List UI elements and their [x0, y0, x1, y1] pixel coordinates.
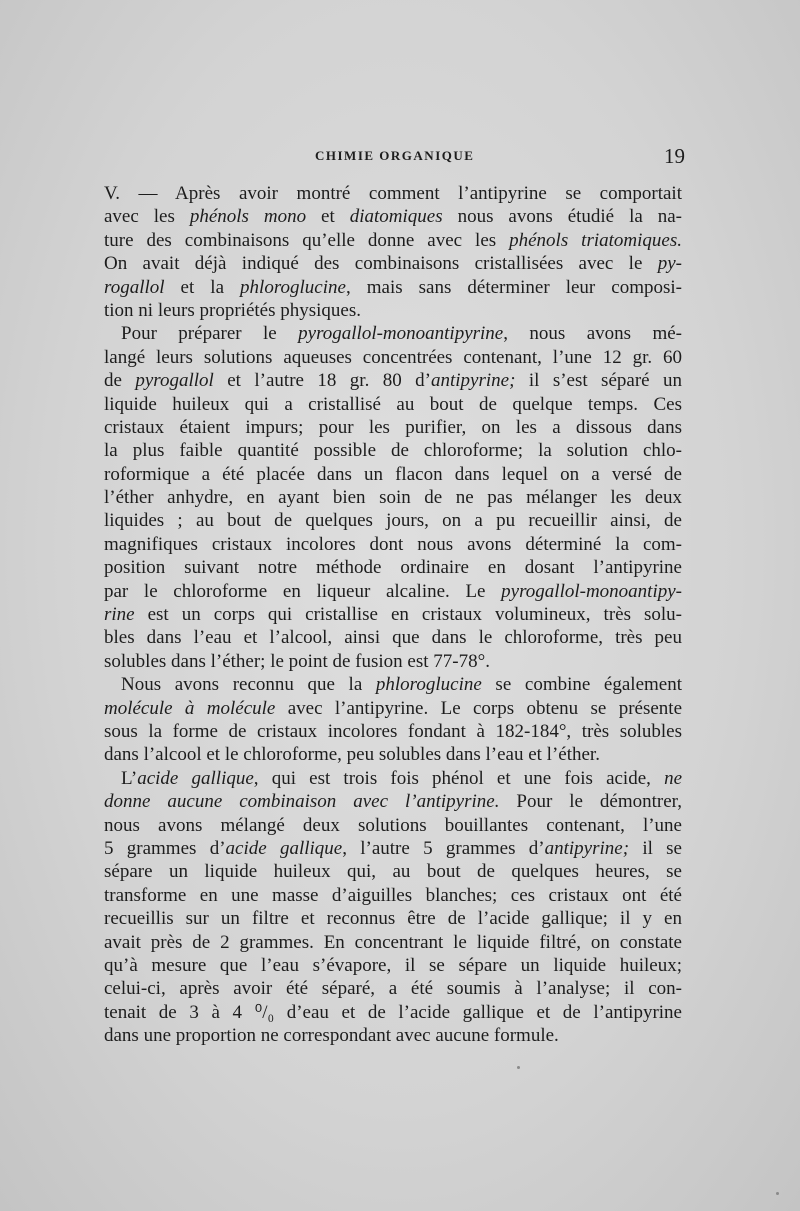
- paper-speck: [517, 1066, 520, 1069]
- text-run: nous avons mélangé deux solutions bouillantes contenant, l’une: [104, 814, 682, 836]
- text-run: avec l’antipyrine. Le corps obtenu se présente: [275, 697, 683, 719]
- text-run: , qui est trois fois phénol et une fois acide,: [253, 767, 665, 789]
- text-line: [104, 790, 682, 813]
- italic-run: acide gallique: [137, 767, 254, 789]
- paragraph: [104, 322, 682, 673]
- text-run: celui-ci, après avoir été séparé, a été soumis à l’analyse; il con-: [104, 978, 682, 1000]
- text-run: recueillis sur un filtre et reconnus être de l’acide gallique; il y en: [104, 908, 682, 930]
- text-run: solubles dans l’éther; le point de fusion est 77-78°.: [104, 650, 490, 672]
- text-run: sépare un liquide huileux qui, au bout de quelques heures, se: [104, 861, 682, 883]
- text-run: dans une proportion ne correspondant avec aucune formule.: [104, 1025, 559, 1047]
- text-run: et l’autre 18 gr. 80 d’: [213, 370, 431, 392]
- text-line: [104, 439, 682, 462]
- italic-run: ne: [664, 767, 682, 789]
- text-line: [104, 814, 682, 837]
- text-run: l’éther anhydre, en ayant bien soin de ne pas mélanger les deux: [104, 487, 682, 509]
- text-run: , mais sans déterminer leur composi-: [345, 276, 682, 298]
- text-line: [104, 252, 682, 275]
- text-line: [104, 977, 682, 1000]
- italic-run: diatomiques: [349, 206, 443, 228]
- text-line: [104, 416, 682, 439]
- text-run: cristaux étaient impurs; pour les purifier, on les a dissous dans: [104, 416, 682, 438]
- body-text: [104, 182, 682, 1047]
- text-line: [104, 767, 682, 790]
- text-run: la plus faible quantité possible de chloroforme; la solution chlo-: [104, 440, 682, 462]
- text-line: [104, 954, 682, 977]
- text-line: [104, 673, 682, 696]
- italic-run: molécule à molécule: [104, 697, 276, 719]
- italic-run: acide gallique: [225, 837, 343, 859]
- text-run: ture des combinaisons qu’elle donne avec les: [104, 229, 510, 251]
- text-run: nous avons étudié la na-: [442, 206, 682, 228]
- text-run: avec les: [104, 206, 190, 228]
- text-line: [104, 486, 682, 509]
- text-run: Pour préparer le: [121, 323, 299, 345]
- text-run: dans l’alcool et le chloroforme, peu solubles dans l’eau et l’éther.: [104, 744, 600, 766]
- italic-run: phénols mono: [189, 206, 307, 228]
- text-run: Nous avons reconnu que la: [121, 674, 376, 696]
- text-run: bles dans l’eau et l’alcool, ainsi que dans le chloroforme, très peu: [104, 627, 682, 649]
- text-line: [104, 322, 682, 345]
- italic-run: rine: [104, 604, 135, 626]
- text-run: , nous avons mé-: [503, 323, 683, 345]
- text-line: [104, 229, 682, 252]
- text-line: [104, 1001, 682, 1024]
- text-line: [104, 509, 682, 532]
- text-run: tion ni leurs propriétés physiques.: [104, 299, 361, 321]
- text-run: langé leurs solutions aqueuses concentrées contenant, l’une 12 gr. 60: [104, 346, 682, 368]
- italic-run: pyrogallol-monoantipyrine: [298, 323, 504, 345]
- running-head: [100, 144, 685, 174]
- paragraph: [104, 767, 682, 1048]
- text-line: [104, 580, 682, 603]
- text-line: [104, 463, 682, 486]
- running-title: CHIMIE ORGANIQUE: [315, 148, 475, 163]
- italic-run: phloroglucine: [375, 674, 482, 696]
- text-run: liquide huileux qui a cristallisé au bout de quelque temps. Ces: [104, 393, 682, 415]
- italic-run: antipyrine;: [430, 370, 516, 392]
- text-line: [104, 182, 682, 205]
- text-run: magnifiques cristaux incolores dont nous avons déterminé la com-: [104, 533, 682, 555]
- text-run: roformique a été placée dans un flacon dans lequel on a versé de: [104, 463, 682, 485]
- text-line: [104, 720, 682, 743]
- text-line: [104, 533, 682, 556]
- paper-speck: [776, 1192, 779, 1195]
- text-line: [104, 907, 682, 930]
- italic-run: py-: [657, 253, 682, 275]
- text-line: [104, 393, 682, 416]
- paragraph: [104, 673, 682, 767]
- text-run: il s’est séparé un: [515, 370, 682, 392]
- text-line: [104, 626, 682, 649]
- italic-run: donne aucune combinaison avec l’antipyrine.: [104, 791, 500, 813]
- text-line: [104, 299, 682, 322]
- text-run: et la: [164, 276, 241, 298]
- italic-run: pyrogallol: [135, 370, 214, 392]
- italic-run: phénols triatomiques.: [509, 229, 682, 251]
- text-run: de: [104, 370, 136, 392]
- text-line: [104, 556, 682, 579]
- text-run: transforme en une masse d’aiguilles blanches; ces cristaux ont été: [104, 884, 682, 906]
- text-run: V. — Après avoir montré comment l’antipyrine se comportait: [104, 183, 682, 204]
- text-line: [104, 743, 682, 766]
- text-line: [104, 860, 682, 883]
- text-run: sous la forme de cristaux incolores fondant à 182-184°, très solubles: [104, 720, 682, 742]
- text-line: [104, 276, 682, 299]
- text-line: [104, 603, 682, 626]
- text-run: qu’à mesure que l’eau s’évapore, il se sépare un liquide huileux;: [104, 954, 682, 976]
- text-line: [104, 884, 682, 907]
- italic-run: phloroglucine: [240, 276, 346, 298]
- text-run: par le chloroforme en liqueur alcaline. Le: [104, 580, 502, 602]
- text-line: [104, 650, 682, 673]
- text-run: Pour le démontrer,: [499, 791, 682, 813]
- text-run: tenait de 3 à 4 ⁰/₀ d’eau et de l’acide gallique et de l’antipyrine: [104, 1001, 682, 1023]
- text-line: [104, 837, 682, 860]
- text-line: [104, 697, 682, 720]
- text-run: , l’autre 5 grammes d’: [342, 837, 545, 859]
- page-number: 19: [664, 144, 685, 168]
- text-run: avait près de 2 grammes. En concentrant le liquide filtré, on constate: [104, 931, 682, 953]
- text-line: [104, 1024, 682, 1047]
- italic-run: antipyrine;: [544, 837, 630, 859]
- text-line: [104, 205, 682, 228]
- text-run: L’: [121, 767, 138, 789]
- text-line: [104, 346, 682, 369]
- text-run: On avait déjà indiqué des combinaisons cristallisées avec le: [104, 253, 658, 275]
- text-run: et: [306, 206, 350, 228]
- text-line: [104, 369, 682, 392]
- italic-run: pyrogallol-monoantipy-: [501, 580, 682, 602]
- text-run: liquides ; au bout de quelques jours, on a pu recueillir ainsi, de: [104, 510, 682, 532]
- italic-run: rogallol: [104, 276, 165, 298]
- text-run: position suivant notre méthode ordinaire en dosant l’antipyrine: [104, 557, 682, 579]
- text-line: [104, 931, 682, 954]
- text-run: il se: [629, 837, 682, 859]
- text-run: est un corps qui cristallise en cristaux volumineux, très solu-: [134, 604, 682, 626]
- text-run: 5 grammes d’: [104, 837, 226, 859]
- paragraph: [104, 182, 682, 322]
- text-run: se combine également: [481, 674, 683, 696]
